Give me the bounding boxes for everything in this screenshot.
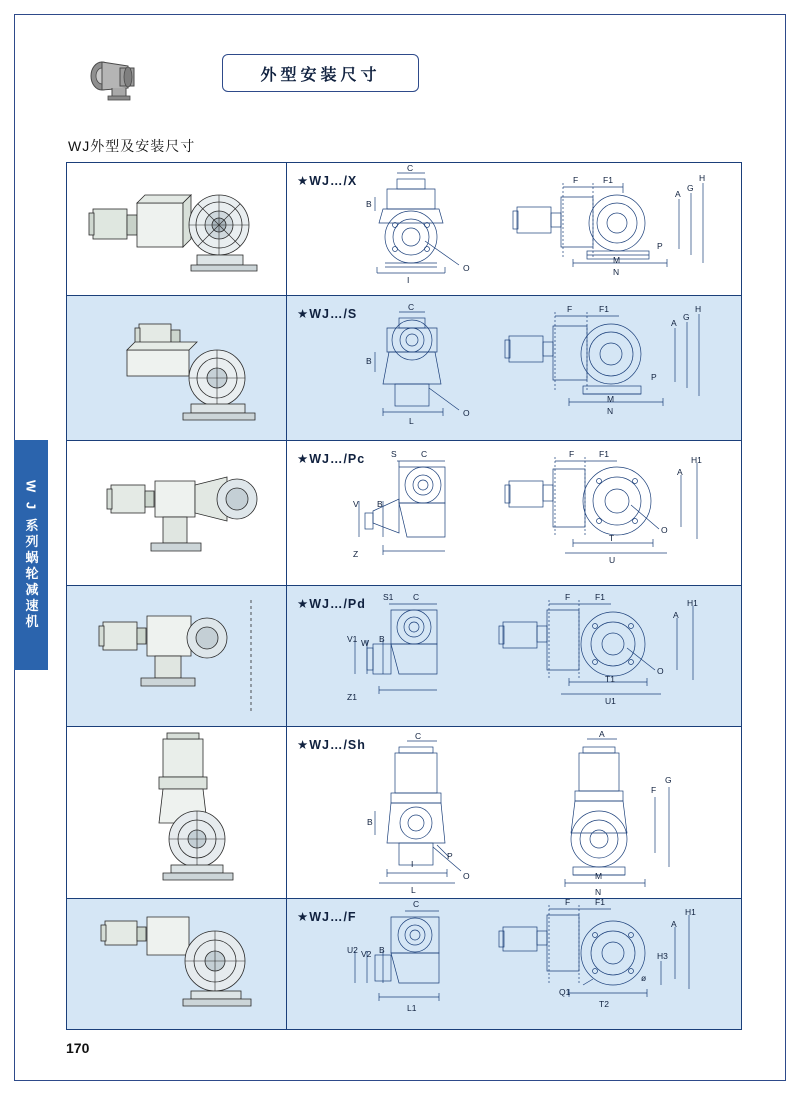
svg-text:S: S [391,449,397,459]
row-drawing-cell [287,441,743,585]
model-label: ★WJ…/Pc [297,452,366,466]
page-number: 170 [66,1040,90,1056]
svg-text:A: A [671,318,677,328]
table-row [67,441,741,586]
table-row [67,727,741,899]
svg-text:V2: V2 [361,949,372,959]
side-tab [14,440,48,670]
svg-text:L: L [411,885,416,895]
svg-text:H: H [695,304,702,314]
svg-text:L1: L1 [407,1003,417,1013]
svg-text:C: C [421,449,428,459]
model-label: ★WJ…/F [297,910,357,924]
svg-text:ø: ø [641,973,647,983]
svg-text:O: O [661,525,668,535]
row-drawing-cell [287,586,743,726]
svg-text:Z1: Z1 [347,692,357,702]
svg-text:W: W [361,638,370,648]
svg-text:U1: U1 [605,696,616,706]
svg-text:P: P [651,372,657,382]
page-title: 外型安装尺寸 [260,66,381,84]
model-label: ★WJ…/S [297,307,358,321]
svg-text:S1: S1 [383,592,394,602]
svg-text:F1: F1 [595,899,605,907]
row-photo-cell [67,899,287,1029]
svg-text:V1: V1 [347,634,358,644]
svg-text:O: O [657,666,664,676]
svg-text:U2: U2 [347,945,358,955]
svg-text:A: A [671,919,677,929]
svg-text:N: N [613,267,620,277]
svg-text:F: F [567,304,573,314]
model-label: ★WJ…/Sh [297,738,366,752]
svg-text:A: A [673,610,679,620]
svg-text:C: C [407,163,414,173]
svg-text:F: F [651,785,657,795]
svg-text:M: M [607,394,615,404]
svg-text:V: V [353,499,359,509]
svg-text:F1: F1 [599,449,609,459]
table-row [67,296,741,441]
svg-text:H1: H1 [685,907,696,917]
svg-text:T: T [609,533,615,543]
svg-text:F1: F1 [599,304,609,314]
svg-text:B: B [377,499,383,509]
svg-text:L: L [409,416,414,426]
svg-text:I: I [411,859,414,869]
svg-text:G: G [687,183,694,193]
svg-text:A: A [599,729,605,739]
svg-text:F: F [565,899,571,907]
svg-text:A: A [677,467,683,477]
row-drawing-cell [287,163,743,295]
svg-text:P: P [447,851,453,861]
svg-text:F1: F1 [603,175,613,185]
svg-text:B: B [366,199,372,209]
svg-text:M: M [595,871,603,881]
table-row [67,163,741,296]
dimension-table [66,162,742,1030]
svg-text:Q1: Q1 [559,987,571,997]
row-photo-cell [67,727,287,898]
row-drawing-cell [287,296,743,440]
svg-text:O: O [463,871,470,881]
svg-text:T2: T2 [599,999,609,1009]
row-photo-cell [67,296,287,440]
svg-text:O: O [463,263,470,273]
table-row [67,586,741,727]
row-drawing-cell [287,899,743,1029]
svg-text:C: C [415,731,422,741]
svg-text:M: M [613,255,621,265]
svg-text:H: H [699,173,706,183]
model-label: ★WJ…/X [297,174,358,188]
svg-text:B: B [379,634,385,644]
svg-text:G: G [665,775,672,785]
svg-text:C: C [413,592,420,602]
svg-text:T1: T1 [605,674,615,684]
svg-text:I: I [407,275,410,285]
svg-text:F: F [573,175,579,185]
row-drawing-cell [287,727,743,898]
model-label: ★WJ…/Pd [297,597,366,611]
svg-text:C: C [413,899,420,909]
table-row [67,899,741,1029]
svg-text:U: U [609,555,616,565]
gearbox-icon [82,54,154,102]
svg-text:B: B [379,945,385,955]
svg-text:A: A [675,189,681,199]
svg-text:Z: Z [353,549,359,559]
svg-text:H1: H1 [691,455,702,465]
row-photo-cell [67,441,287,585]
svg-text:F: F [569,449,575,459]
svg-text:C: C [408,302,415,312]
svg-text:H1: H1 [687,598,698,608]
svg-text:H3: H3 [657,951,668,961]
svg-text:F: F [565,592,571,602]
side-tab-label: W J 系列蜗轮减速机 [23,479,39,631]
svg-text:N: N [607,406,614,416]
section-subtitle: WJ外型及安装尺寸 [68,138,196,154]
svg-text:P: P [657,241,663,251]
page-title-pill [222,54,419,92]
svg-text:B: B [367,817,373,827]
svg-text:B: B [366,356,372,366]
svg-text:G: G [683,312,690,322]
page-header [62,50,742,110]
row-photo-cell [67,586,287,726]
svg-text:O: O [463,408,470,418]
svg-text:N: N [595,887,602,897]
row-photo-cell [67,163,287,295]
svg-text:F1: F1 [595,592,605,602]
